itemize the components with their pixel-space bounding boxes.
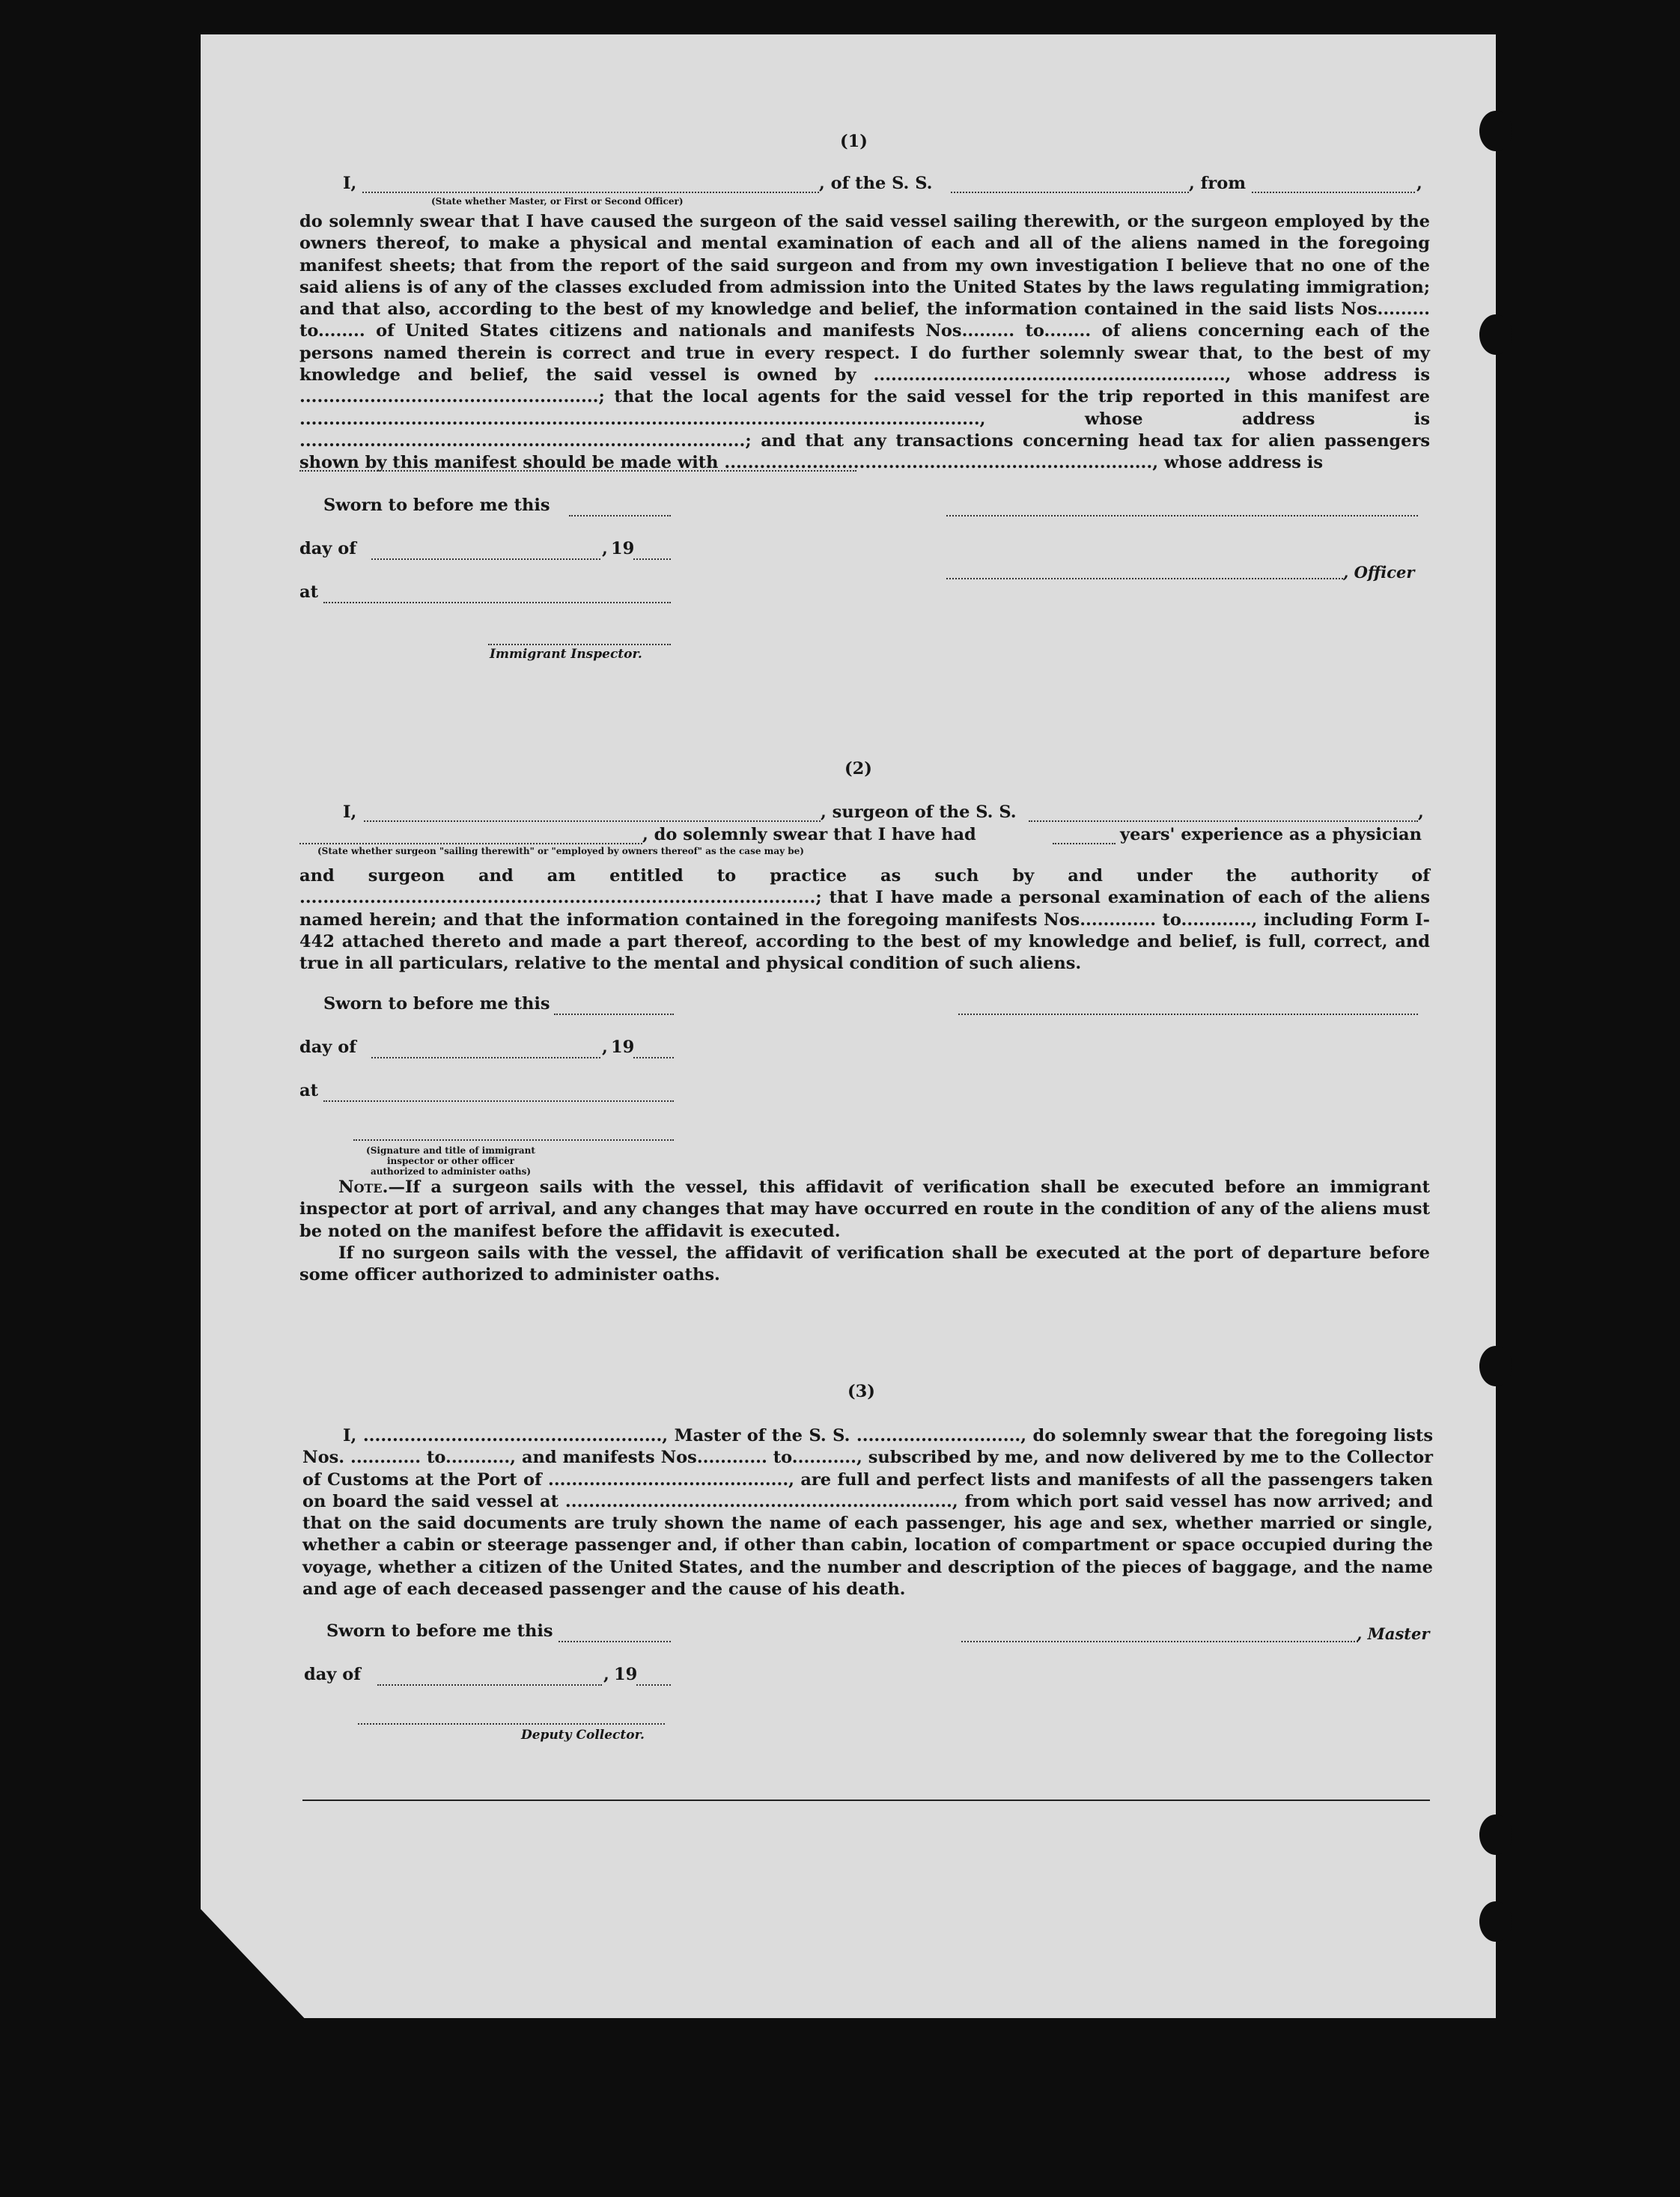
surgeon-signature-blank [958,1014,1418,1015]
section-1-from: , from [1189,174,1247,193]
section-2-number: (2) [844,759,872,778]
vessel-name-blank-2 [1029,820,1418,822]
inspector-signature-blank [488,644,671,645]
section-1-caption: (State whether Master, or First or Second Officer) [431,196,684,207]
officer-signature-blank-1 [946,515,1418,517]
sworn-label-3: Sworn to before me this [326,1621,553,1641]
punch-hole [1479,314,1512,355]
sworn-blank-3 [559,1641,671,1642]
master-officer-blank [362,192,819,193]
comma: , [1418,802,1424,822]
at-blank-2 [323,1100,674,1102]
note-paragraph [299,1177,1430,1243]
punch-hole [1479,1901,1512,1942]
inspector-caption: Immigrant Inspector. [490,647,642,662]
note-second-paragraph: If no surgeon sails with the vessel, the affidavit of verification shall be executed at the port of departure before some officer authorized to administer oaths. [299,1243,1430,1285]
collector-signature-blank [358,1723,665,1725]
punch-hole [1479,1814,1512,1855]
year-blank [633,558,671,560]
section-1-number: (1) [840,132,868,151]
officer-signature-blank-2 [946,578,1343,579]
note-label: Note. [338,1177,389,1197]
day-blank [371,558,600,560]
deputy-collector-caption: Deputy Collector. [521,1728,645,1743]
day-of-label: day of [299,539,356,558]
year-blank-3 [636,1684,671,1686]
address-continuation-blank [299,470,856,472]
section-1-oath-text: do solemnly swear that I have caused the surgeon of the said vessel sailing therewith, or the surgeon employed by the owners thereof, to make a physical and mental examination of each and all of the aliens named in the foregoing manifest sheets; that from the report of the said surgeon and from my own investigation I believe that no one of the said aliens is of any of the classes excluded from admission into the United States by the laws regulating immigration; and that also, according to the best of my knowledge and belief, the information contained in the said lists Nos......... to........ of United States citizens and nationals and manifests Nos......... to........ of aliens concerning each of the persons named therein is correct and true in every respect. I do further solemnly swear that, to the best of my knowledge and belief, the said vessel is owned by ............................................................, whose address is ...................................................; that the local agents for the said vessel for the trip reported in this manifest are ...................................................................................................................., whose address is ............................................................................; and that any transactions concerning head tax for alien passengers shown by this manifest should be made with ........................................................................., whose address is [299,212,1430,473]
section-1-i: I, [343,174,357,193]
comma: , [602,1037,608,1057]
section-2-caption: (State whether surgeon "sailing therewith" or "employed by owners thereof" as the case may be) [317,846,804,856]
punch-hole [1479,1346,1512,1386]
sworn-label: Sworn to before me this [323,496,550,515]
year-label-2: 19 [611,1037,635,1057]
sworn-blank-2 [554,1014,674,1015]
section-2-i: I, [343,802,357,822]
vessel-name-blank [951,192,1189,193]
day-blank-2 [371,1057,600,1058]
note-text: —If a surgeon sails with the vessel, this affidavit of verification shall be executed before an immigrant inspector at port of arrival, and any changes that may have occurred en route in the condition of any of the aliens must be noted on the manifest before the affidavit is executed. [299,1177,1430,1241]
section-2-oath-text: and surgeon and am entitled to practice as such by and under the authority of ........................................................................................; that I have made a personal examination of each of the aliens named herein; and that the information contained in the foregoing manifests Nos............. to............, including Form I-442 attached thereto and made a part thereof, according to the best of my knowledge and belief, is full, correct, and true in all particulars, relative to the mental and physical condition of such aliens. [299,866,1430,974]
section-2-swear: , do solemnly swear that I have had [642,825,976,844]
comma: , [1416,174,1422,193]
day-of-label-3: day of [304,1665,361,1684]
at-label-2: at [299,1081,318,1100]
signature-title-caption: (Signature and title of immigrant inspector or other officer authorized to administer oaths) [366,1145,535,1177]
master-label: , Master [1357,1624,1430,1643]
comma: , [602,539,608,558]
year-label: 19 [611,539,635,558]
officer-signature-blank-3 [353,1139,674,1141]
from-port-blank [1252,192,1415,193]
punch-hole [1479,111,1512,151]
bottom-rule [302,1800,1430,1801]
section-1-of-ss: , of the S. S. [819,174,933,193]
master-signature-blank [961,1641,1358,1642]
section-2-surgeon-of-ss: , surgeon of the S. S. [821,802,1017,822]
day-of-label-2: day of [299,1037,356,1057]
section-3-oath-text: I, ..................................................., Master of the S. S. ............................, do solemnly swear that the foregoing lists Nos. ............ to..........., and manifests Nos............ to..........., subscribed by me, and now delivered by me to the Collector of Customs at the Port of ........................................., are full and perfect lists and manifests of all the passengers taken on board the said vessel at .................................................................., from which port said vessel has now arrived; and that on the said documents are truly shown the name of each passenger, his age and sex, whether married or single, whether a cabin or steerage passenger and, if other than cabin, location of compartment or space occupied during the voyage, whether a citizen of the United States, and the number and description of the pieces of baggage, and the name and age of each deceased passenger and the cause of his death. [302,1426,1433,1600]
at-label: at [299,582,318,602]
comma: , [603,1665,609,1684]
surgeon-name-blank [364,820,821,822]
year-blank-2 [633,1057,674,1058]
at-blank [323,602,671,603]
years-experience: years' experience as a physician [1120,825,1422,844]
sworn-blank [569,515,671,517]
surgeon-status-blank [299,843,642,844]
day-blank-3 [377,1684,602,1686]
years-blank [1053,843,1116,844]
officer-label: , Officer [1343,563,1415,582]
year-label-3: 19 [614,1665,638,1684]
sworn-label-2: Sworn to before me this [323,994,550,1014]
section-3-number: (3) [847,1382,875,1401]
